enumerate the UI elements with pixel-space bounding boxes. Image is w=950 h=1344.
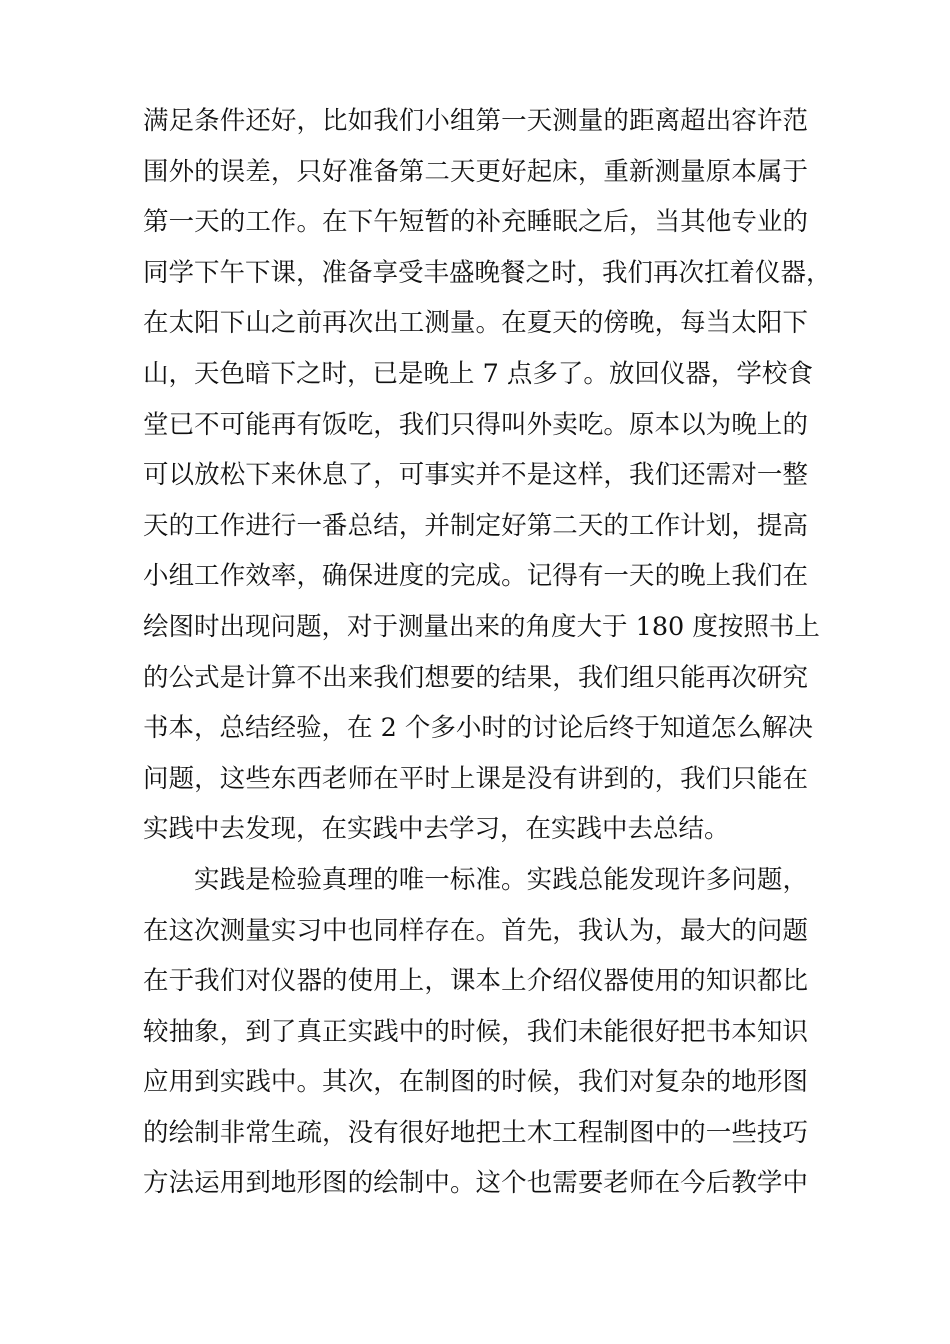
text-line: 小组工作效率，确保进度的完成。记得有一天的晚上我们在 — [143, 561, 808, 592]
text-line: 绘图时出现问题，对于测量出来的角度大于 180 度按照书上 — [143, 611, 820, 642]
text-line: 在于我们对仪器的使用上，课本上介绍仪器使用的知识都比 — [143, 966, 808, 997]
text-line: 在太阳下山之前再次出工测量。在夏天的傍晚，每当太阳下 — [143, 308, 808, 339]
text-line: 第一天的工作。在下午短暂的补充睡眠之后，当其他专业的 — [143, 207, 808, 238]
text-line: 围外的误差，只好准备第二天更好起床，重新测量原本属于 — [143, 156, 808, 187]
text-line: 实践中去发现，在实践中去学习，在实践中去总结。 — [143, 814, 730, 845]
text-line: 同学下午下课，准备享受丰盛晚餐之时，我们再次扛着仪器， — [143, 257, 832, 288]
text-line: 天的工作进行一番总结，并制定好第二天的工作计划，提高 — [143, 510, 808, 541]
text-line: 书本，总结经验，在 2 个多小时的讨论后终于知道怎么解决 — [143, 713, 813, 744]
body-text — [143, 96, 832, 1209]
text-line: 可以放松下来休息了，可事实并不是这样，我们还需对一整 — [143, 460, 808, 491]
text-line: 山，天色暗下之时，已是晚上 7 点多了。放回仪器，学校食 — [143, 358, 813, 389]
text-line: 在这次测量实习中也同样存在。首先，我认为，最大的问题 — [143, 915, 808, 946]
text-line: 应用到实践中。其次，在制图的时候，我们对复杂的地形图 — [143, 1067, 808, 1098]
text-line: 满足条件还好，比如我们小组第一天测量的距离超出容许范 — [143, 106, 808, 136]
text-line: 方法运用到地形图的绘制中。这个也需要老师在今后教学中 — [143, 1168, 808, 1199]
text-line: 的绘制非常生疏，没有很好地把土木工程制图中的一些技巧 — [143, 1117, 808, 1148]
text-line: 较抽象，到了真正实践中的时候，我们未能很好把书本知识 — [143, 1016, 808, 1047]
text-line: 问题，这些东西老师在平时上课是没有讲到的，我们只能在 — [143, 763, 808, 794]
text-line: 堂已不可能再有饭吃，我们只得叫外卖吃。原本以为晚上的 — [143, 409, 808, 440]
text-line: 实践是检验真理的唯一标准。实践总能发现许多问题， — [194, 864, 808, 895]
text-line: 的公式是计算不出来我们想要的结果，我们组只能再次研究 — [143, 662, 808, 693]
